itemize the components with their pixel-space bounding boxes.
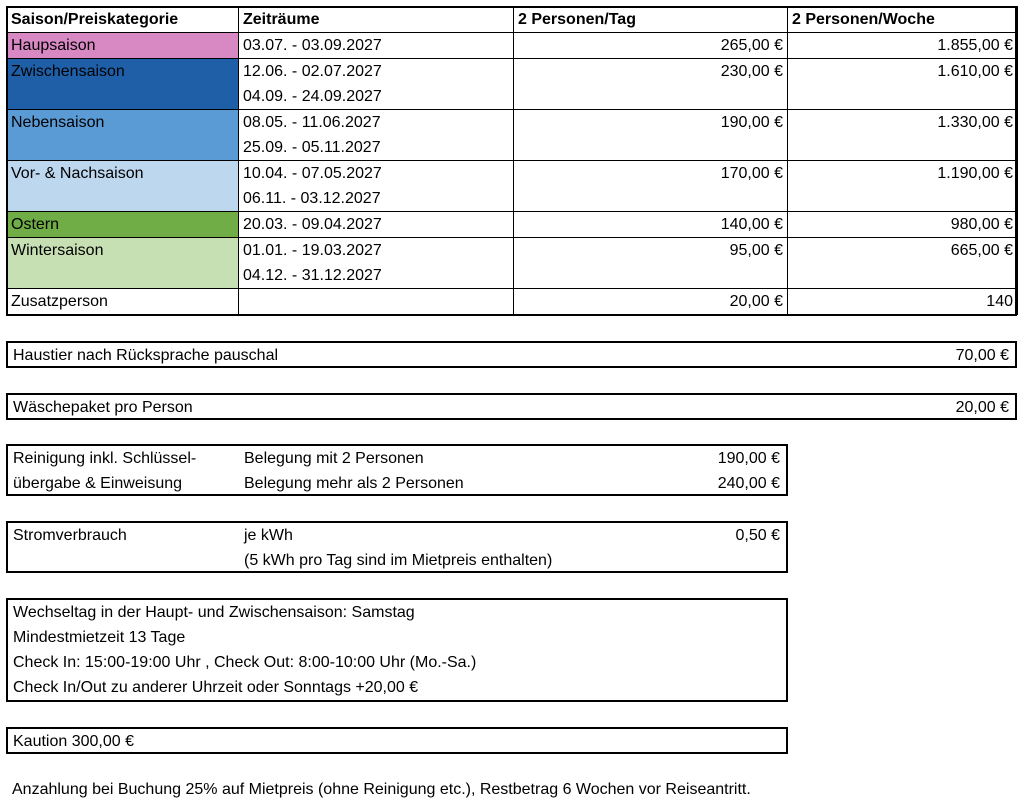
table-row <box>7 59 1018 85</box>
header-per-day: 2 Personen/Tag <box>514 7 788 33</box>
power-label: Stromverbrauch <box>13 527 127 544</box>
table-row <box>7 238 1018 264</box>
price-week-cell: 1.190,00 € <box>788 161 1018 212</box>
linen-label: Wäschepaket pro Person <box>13 399 193 416</box>
price-week-cell: 1.330,00 € <box>788 110 1018 161</box>
price-week-cell: 980,00 € <box>788 212 1018 238</box>
season-cell: Zusatzperson <box>7 289 239 315</box>
cleaning-option-1: Belegung mit 2 Personen <box>244 450 424 467</box>
season-cell: Vor- & Nachsaison <box>7 161 239 212</box>
table-header-row <box>7 7 1018 33</box>
linen-price: 20,00 € <box>955 399 1009 416</box>
season-cell: Nebensaison <box>7 110 239 161</box>
table-row <box>7 110 1018 136</box>
price-day-cell: 20,00 € <box>514 289 788 315</box>
cleaning-option-2: Belegung mehr als 2 Personen <box>244 475 464 492</box>
info-line-minimum-stay: Mindestmietzeit 13 Tage <box>13 629 186 646</box>
deposit-label: Kaution 300,00 € <box>13 733 134 750</box>
pet-label: Haustier nach Rücksprache pauschal <box>13 347 279 364</box>
cleaning-price-1: 190,00 € <box>717 450 780 467</box>
period-cell: 06.11. - 03.12.2027 <box>239 186 514 212</box>
price-week-cell: 1.855,00 € <box>788 33 1018 59</box>
season-cell: Zwischensaison <box>7 59 239 110</box>
price-week-cell: 140 <box>788 289 1018 315</box>
cleaning-label-line1: Reinigung inkl. Schlüssel- <box>13 450 197 467</box>
cleaning-price-2: 240,00 € <box>717 475 780 492</box>
power-unit: je kWh <box>244 527 293 544</box>
table-row <box>7 289 1018 315</box>
header-periods: Zeiträume <box>239 7 514 33</box>
price-day-cell: 265,00 € <box>514 33 788 59</box>
deposit-box <box>6 727 788 754</box>
info-line-changeover-day: Wechseltag in der Haupt- und Zwischensaison: Samstag <box>13 604 415 621</box>
period-cell <box>239 289 514 315</box>
pet-price: 70,00 € <box>955 347 1009 364</box>
header-season: Saison/Preiskategorie <box>7 7 239 33</box>
price-day-cell: 190,00 € <box>514 110 788 161</box>
season-cell: Wintersaison <box>7 238 239 289</box>
info-line-check-times: Check In: 15:00-19:00 Uhr , Check Out: 8:00-10:00 Uhr (Mo.-Sa.) <box>13 654 477 671</box>
period-cell: 12.06. - 02.07.2027 <box>239 59 514 85</box>
period-cell: 10.04. - 07.05.2027 <box>239 161 514 187</box>
power-price: 0,50 € <box>735 527 780 544</box>
footer-note: Anzahlung bei Buchung 25% auf Mietpreis (ohne Reinigung etc.), Restbetrag 6 Wochen vor Reiseantritt. <box>12 781 751 798</box>
season-cell: Ostern <box>7 212 239 238</box>
price-day-cell: 170,00 € <box>514 161 788 212</box>
period-cell: 03.07. - 03.09.2027 <box>239 33 514 59</box>
price-day-cell: 95,00 € <box>514 238 788 289</box>
price-day-cell: 230,00 € <box>514 59 788 110</box>
info-box <box>6 598 788 702</box>
period-cell: 04.09. - 24.09.2027 <box>239 84 514 110</box>
power-box <box>6 521 788 573</box>
header-per-week: 2 Personen/Woche <box>788 7 1018 33</box>
period-cell: 01.01. - 19.03.2027 <box>239 238 514 264</box>
price-week-cell: 665,00 € <box>788 238 1018 289</box>
info-line-extra-fee: Check In/Out zu anderer Uhrzeit oder Sonntags +20,00 € <box>13 679 419 696</box>
period-cell: 04.12. - 31.12.2027 <box>239 263 514 289</box>
season-cell: Haupsaison <box>7 33 239 59</box>
period-cell: 25.09. - 05.11.2027 <box>239 135 514 161</box>
pet-box <box>6 341 1017 368</box>
table-row <box>7 33 1018 59</box>
linen-box <box>6 393 1017 420</box>
period-cell: 08.05. - 11.06.2027 <box>239 110 514 136</box>
table-row <box>7 212 1018 238</box>
cleaning-label-line2: übergabe & Einweisung <box>13 475 183 492</box>
period-cell: 20.03. - 09.04.2027 <box>239 212 514 238</box>
price-table <box>6 6 1018 315</box>
price-day-cell: 140,00 € <box>514 212 788 238</box>
table-row <box>7 161 1018 187</box>
cleaning-box <box>6 444 788 496</box>
price-week-cell: 1.610,00 € <box>788 59 1018 110</box>
power-note: (5 kWh pro Tag sind im Mietpreis enthalten) <box>244 552 553 569</box>
